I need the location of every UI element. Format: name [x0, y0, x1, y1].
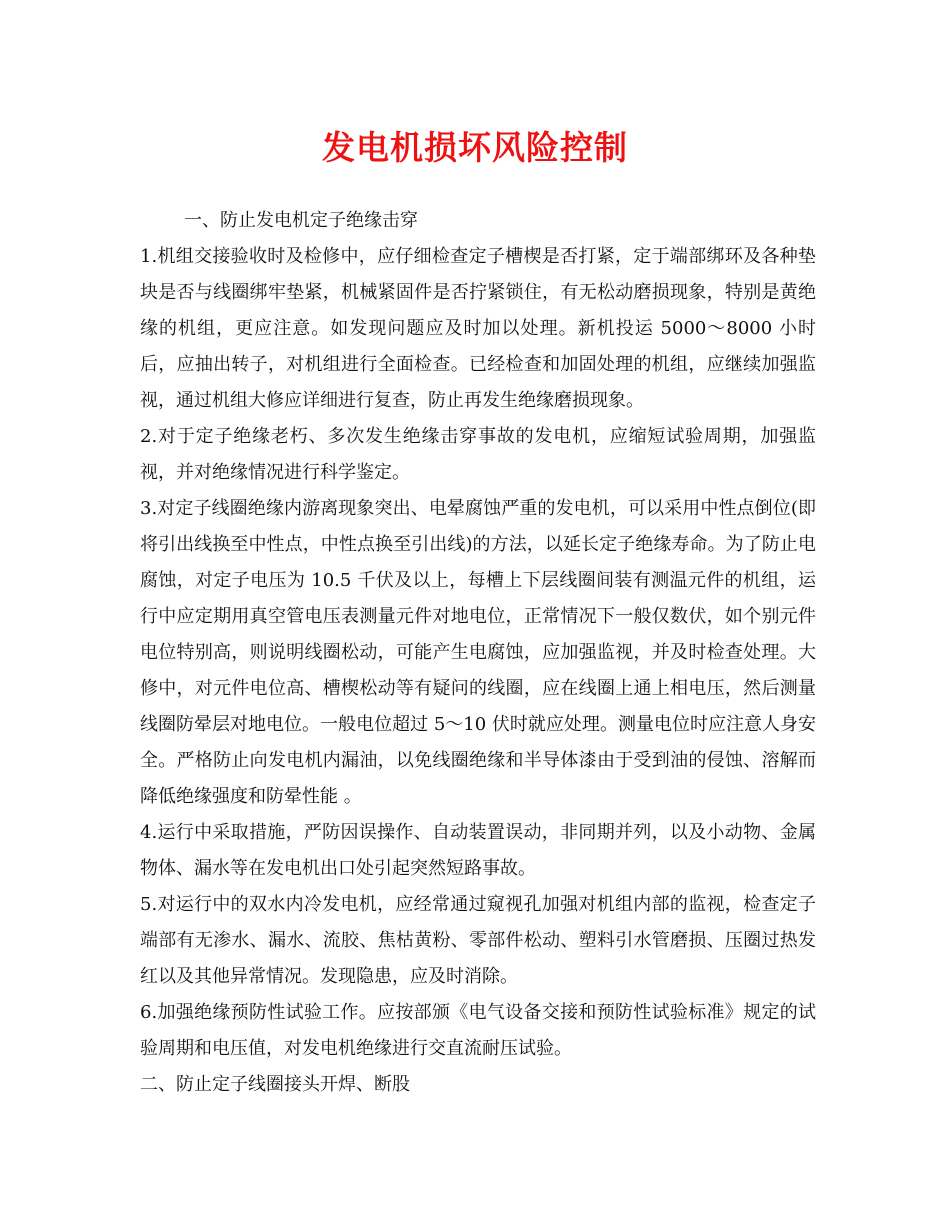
paragraph: 4.运行中采取措施，严防因误操作、自动装置误动，非同期并列，以及小动物、金属物体、漏水等在发电机出口处引起突然短路事故。 [140, 822, 816, 879]
section-heading: 一、防止发电机定子绝缘击穿 [184, 210, 418, 231]
document-title: 发电机损坏风险控制 [322, 128, 628, 167]
paragraph: 5.对运行中的双水内冷发电机，应经常通过窥视孔加强对机组内部的监视，检查定子端部有无渗水、漏水、流胶、焦枯黄粉、零部件松动、塑料引水管磨损、压圈过热发红以及其他异常情况。发现隐患，应及时消除。 [140, 894, 816, 987]
paragraph: 1.机组交接验收时及检修中，应仔细检查定子槽楔是否打紧，定于端部绑环及各种垫块是否与线圈绑牢垫紧，机械紧固件是否拧紧锁住，有无松动磨损现象，特别是黄绝缘的机组，更应注意。如发现问题应及时加以处理。新机投运 5000～8000 小时后，应抽出转子，对机组进行全面检查。已经检查和加固处理的机组，应继续加强监视，通过机组大修应详细进行复查，防止再发生绝缘磨损现象。 [140, 246, 816, 411]
paragraph: 2.对于定子绝缘老朽、多次发生绝缘击穿事故的发电机，应缩短试验周期，加强监视，并对绝缘情况进行科学鉴定。 [140, 426, 816, 483]
document-body [140, 203, 816, 1103]
paragraph: 3.对定子线圈绝缘内游离现象突出、电晕腐蚀严重的发电机，可以采用中性点倒位(即将引出线换至中性点，中性点换至引出线)的方法，以延长定子绝缘寿命。为了防止电腐蚀，对定子电压为 10.5 千伏及以上，每槽上下层线圈间装有测温元件的机组，运行中应定期用真空管电压表测量元件对地电位，正常情况下一般仅数伏，如个别元件电位特别高，则说明线圈松动，可能产生电腐蚀，应加强监视，并及时检查处理。大修中，对元件电位高、槽楔松动等有疑问的线圈，应在线圈上通上相电压，然后测量线圈防晕层对地电位。一般电位超过 5～10 伏时就应处理。测量电位时应注意人身安全。严格防止向发电机内漏油，以免线圈绝缘和半导体漆由于受到油的侵蚀、溶解而降低绝缘强度和防晕性能 。 [140, 498, 816, 807]
paragraph: 6.加强绝缘预防性试验工作。应按部颁《电气设备交接和预防性试验标准》规定的试验周期和电压值，对发电机绝缘进行交直流耐压试验。 [140, 1002, 816, 1059]
section-heading: 二、防止定子线圈接头开焊、断股 [140, 1074, 410, 1095]
